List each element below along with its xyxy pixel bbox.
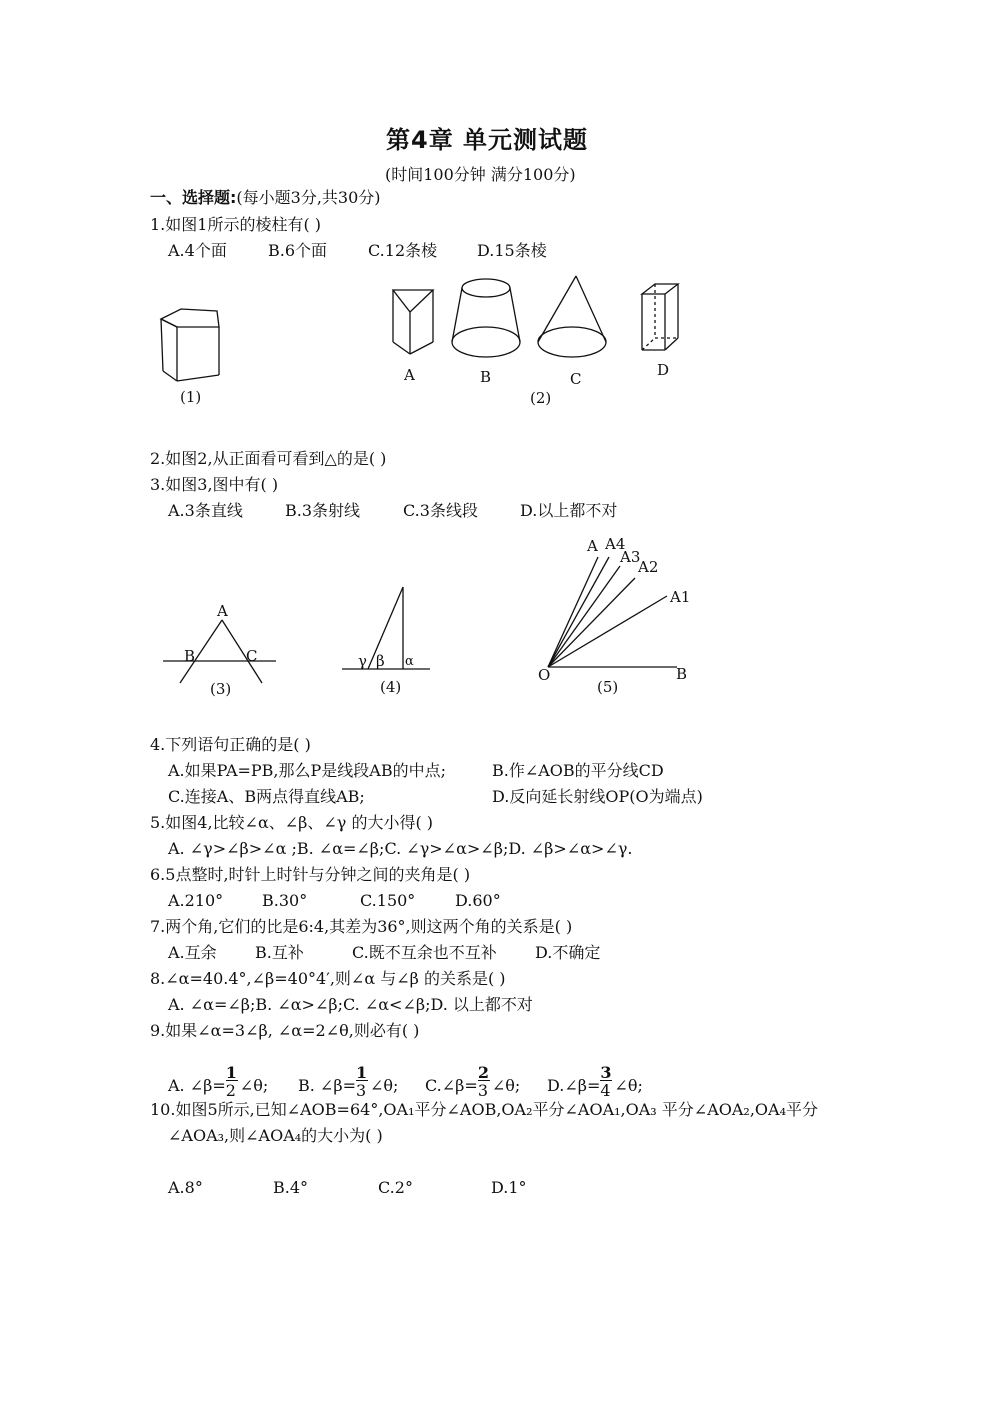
question-9-option-b bbox=[298, 1063, 399, 1100]
question-1-option-a: A.4个面 bbox=[168, 241, 227, 260]
figure-2-label-d: D bbox=[657, 361, 670, 379]
question-6-stem: 6.5点整时,时针上时针与分钟之间的夹角是( ) bbox=[150, 865, 471, 884]
figure-3-label-b: B bbox=[184, 647, 196, 665]
question-9-option-c bbox=[425, 1063, 521, 1100]
question-4-option-b: B.作∠AOB的平分线CD bbox=[492, 761, 664, 780]
solid-d-cuboid bbox=[642, 284, 678, 350]
prism-top-face bbox=[161, 309, 219, 327]
question-6-option-a: A.210° bbox=[168, 891, 224, 910]
figure-4-angles bbox=[340, 585, 435, 675]
page-subtitle: (时间100分钟 满分100分) bbox=[385, 165, 576, 184]
q9-d-prefix: D.∠β= bbox=[547, 1076, 601, 1095]
question-4-option-a: A.如果PA=PB,那么P是线段AB的中点; bbox=[168, 761, 446, 780]
figure-4-label-beta: β bbox=[376, 652, 385, 670]
q9-c-denominator: 3 bbox=[477, 1081, 489, 1100]
question-7-stem: 7.两个角,它们的比是6:4,其差为36°,则这两个角的关系是( ) bbox=[150, 917, 573, 936]
figure-1-caption: (1) bbox=[180, 388, 202, 406]
question-1-stem: 1.如图1所示的棱柱有( ) bbox=[150, 215, 322, 234]
q9-a-suffix: ∠θ; bbox=[239, 1076, 269, 1095]
ray-oa3 bbox=[548, 566, 620, 667]
figure-3-label-c: C bbox=[246, 647, 258, 665]
question-7-option-d: D.不确定 bbox=[535, 943, 601, 962]
q9-b-suffix: ∠θ; bbox=[370, 1076, 399, 1095]
solid-a-triangular-prism bbox=[393, 290, 433, 354]
ray-oa bbox=[548, 557, 598, 667]
figure-5-caption: (5) bbox=[597, 678, 619, 696]
figure-5-label-a4: A4 bbox=[605, 535, 626, 553]
page-title: 第4章 单元测试题 bbox=[386, 126, 589, 154]
q9-c-prefix: C.∠β= bbox=[425, 1076, 478, 1095]
q9-b-numerator: 1 bbox=[356, 1063, 368, 1082]
figure-3-label-a: A bbox=[217, 602, 228, 620]
question-10-option-b: B.4° bbox=[273, 1178, 309, 1197]
q9-d-numerator: 3 bbox=[600, 1063, 612, 1082]
q9-b-prefix: B. ∠β= bbox=[298, 1076, 356, 1095]
question-6-option-d: D.60° bbox=[455, 891, 501, 910]
question-8-stem: 8.∠α=40.4°,∠β=40°4′,则∠α 与∠β 的关系是( ) bbox=[150, 969, 506, 988]
question-1-option-c: C.12条棱 bbox=[368, 241, 438, 260]
question-4-option-d: D.反向延长射线OP(O为端点) bbox=[492, 787, 703, 806]
question-10-option-c: C.2° bbox=[378, 1178, 413, 1197]
question-9-option-d bbox=[547, 1063, 643, 1100]
figure-5-label-a1: A1 bbox=[670, 588, 691, 606]
question-10-stem-line2: ∠AOA₃,则∠AOA₄的大小为( ) bbox=[168, 1126, 383, 1145]
figure-3-caption: (3) bbox=[210, 680, 232, 698]
question-4-option-c: C.连接A、B两点得直线AB; bbox=[168, 787, 365, 806]
figure-5-label-a: A bbox=[587, 537, 598, 555]
figure-2-label-a: A bbox=[404, 366, 415, 384]
q9-a-prefix: A. ∠β= bbox=[168, 1076, 226, 1095]
solid-b-frustum bbox=[452, 279, 520, 357]
question-3-option-d: D.以上都不对 bbox=[520, 501, 618, 520]
question-4-stem: 4.下列语句正确的是( ) bbox=[150, 735, 311, 754]
question-3-stem: 3.如图3,图中有( ) bbox=[150, 475, 279, 494]
figure-4-label-alpha: α bbox=[405, 654, 414, 669]
question-7-option-c: C.既不互余也不互补 bbox=[352, 943, 497, 962]
question-6-option-c: C.150° bbox=[360, 891, 416, 910]
figure-2-label-b: B bbox=[480, 368, 492, 386]
figure-3-lines bbox=[160, 615, 280, 690]
question-10-option-d: D.1° bbox=[491, 1178, 527, 1197]
question-1-option-d: D.15条棱 bbox=[477, 241, 547, 260]
q9-a-denominator: 2 bbox=[225, 1081, 236, 1100]
question-5-stem: 5.如图4,比较∠α、∠β、∠γ 的大小得( ) bbox=[150, 813, 434, 832]
figure-4-caption: (4) bbox=[380, 678, 402, 696]
question-1-option-b: B.6个面 bbox=[268, 241, 328, 260]
figure-5-label-b: B bbox=[676, 665, 688, 683]
question-5-options: A. ∠γ>∠β>∠α ;B. ∠α=∠β;C. ∠γ>∠α>∠β;D. ∠β>∠α>∠γ. bbox=[168, 839, 633, 858]
ray-oa4 bbox=[548, 557, 609, 667]
question-3-option-b: B.3条射线 bbox=[285, 501, 361, 520]
figure-2-caption: (2) bbox=[530, 389, 552, 407]
question-8-options: A. ∠α=∠β;B. ∠α>∠β;C. ∠α<∠β;D. 以上都不对 bbox=[168, 995, 533, 1014]
question-7-option-b: B.互补 bbox=[255, 943, 304, 962]
question-9-stem: 9.如果∠α=3∠β, ∠α=2∠θ,则必有( ) bbox=[150, 1021, 420, 1040]
question-3-option-c: C.3条线段 bbox=[403, 501, 478, 520]
question-9-option-a bbox=[168, 1063, 269, 1100]
section-heading-note: (每小题3分,共30分) bbox=[236, 188, 381, 207]
q9-d-denominator: 4 bbox=[600, 1081, 611, 1100]
q9-c-suffix: ∠θ; bbox=[491, 1076, 521, 1095]
figure-4-label-gamma: γ bbox=[358, 652, 367, 670]
figure-5-label-a2: A2 bbox=[638, 558, 659, 576]
question-3-option-a: A.3条直线 bbox=[168, 501, 243, 520]
question-10-option-a: A.8° bbox=[168, 1178, 203, 1197]
figure-2-label-c: C bbox=[570, 370, 582, 388]
figure-1-pentagonal-prism bbox=[155, 305, 235, 385]
section-heading bbox=[150, 188, 381, 208]
q9-d-suffix: ∠θ; bbox=[614, 1076, 643, 1095]
q9-c-numerator: 2 bbox=[477, 1063, 489, 1082]
section-heading-label: 一、选择题: bbox=[150, 188, 237, 207]
figure-2-solids bbox=[385, 270, 695, 390]
figure-5-bisectors bbox=[545, 550, 685, 675]
solid-c-cone bbox=[538, 276, 606, 357]
figure-5-label-o: O bbox=[538, 666, 551, 684]
question-7-option-a: A.互余 bbox=[168, 943, 217, 962]
q9-b-denominator: 3 bbox=[356, 1081, 367, 1100]
figure-5-label-a3: A3 bbox=[620, 548, 641, 566]
question-10-stem-line1: 10.如图5所示,已知∠AOB=64°,OA₁平分∠AOB,OA₂平分∠AOA₁,OA₃ 平分∠AOA₂,OA₄平分 bbox=[150, 1100, 819, 1119]
question-6-option-b: B.30° bbox=[262, 891, 308, 910]
q9-a-numerator: 1 bbox=[225, 1063, 237, 1082]
question-2-stem: 2.如图2,从正面看可看到△的是( ) bbox=[150, 449, 387, 468]
